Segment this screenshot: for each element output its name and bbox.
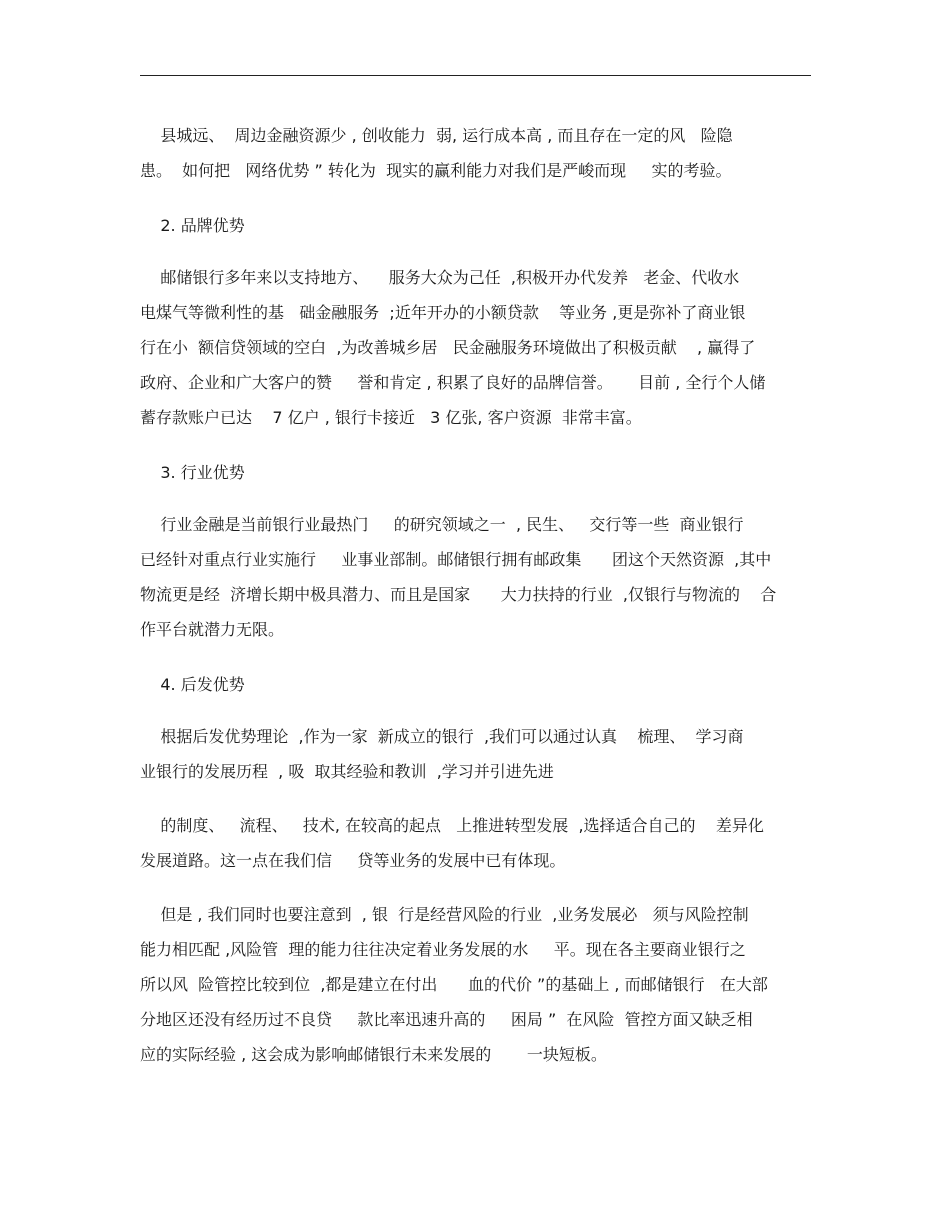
text-line: 作平台就潜力无限。 [140,620,285,639]
text-line: 县城远、 周边金融资源少 , 创收能力 弱, 运行成本高 , 而且存在一定的风 险隐 [140,126,733,145]
text-line: 蓄存款账户已达 7 亿户 , 银行卡接近 3 亿张, 客户资源 非常丰富。 [140,408,642,427]
text-line: 行在小 额信贷领域的空白 ,为改善城乡居 民金融服务环境做出了积极贡献 , 赢得了 [140,338,756,357]
text-line: 发展道路。这一点在我们信 贷等业务的发展中已有体现。 [140,851,566,870]
text-line: 分地区还没有经历过不良贷 款比率迅速升高的 困局 ” 在风险 管控方面又缺乏相 [140,1010,753,1029]
text-line: 物流更是经 济增长期中极具潜力、而且是国家 大力扶持的行业 ,仅银行与物流的 合 [140,585,777,604]
page-header-rule [140,75,811,76]
text-line: 根据后发优势理论 ,作为一家 新成立的银行 ,我们可以通过认真 梳理、 学习商 [140,727,744,746]
text-line: 行业金融是当前银行业最热门 的研究领域之一 , 民生、 交行等一些 商业银行 [140,515,744,534]
text-line: 的制度、 流程、 技术, 在较高的起点 上推进转型发展 ,选择适合自己的 差异化 [140,816,764,835]
text-line: 所以风 险管控比较到位 ,都是建立在付出 血的代价 ”的基础上 , 而邮储银行 在大部 [140,975,768,994]
text-line: 业银行的发展历程 , 吸 取其经验和教训 ,学习并引进先进 [140,762,554,781]
text-line: 电煤气等微利性的基 础金融服务 ;近年开办的小额贷款 等业务 ,更是弥补了商业银 [140,303,746,322]
text-line: 应的实际经验 , 这会成为影响邮储银行未来发展的 一块短板。 [140,1045,607,1064]
section-heading: 4. 后发优势 [140,675,245,694]
text-line: 但是 , 我们同时也要注意到 , 银 行是经营风险的行业 ,业务发展必 须与风险控制 [140,905,749,924]
section-heading: 2. 品牌优势 [140,216,245,235]
text-line: 患。 如何把 网络优势 ” 转化为 现实的赢利能力对我们是严峻而现 实的考验。 [140,161,732,180]
text-line: 邮储银行多年来以支持地方、 服务大众为己任 ,积极开办代发养 老金、代收水 [140,268,740,287]
text-line: 能力相匹配 ,风险管 理的能力往往决定着业务发展的水 平。现在各主要商业银行之 [140,940,746,959]
text-line: 已经针对重点行业实施行 业事业部制。邮储银行拥有邮政集 团这个天然资源 ,其中 [140,550,772,569]
text-line: 政府、企业和广大客户的赞 誉和肯定 , 积累了良好的品牌信誉。 目前 , 全行个人储 [140,373,766,392]
section-heading: 3. 行业优势 [140,463,245,482]
